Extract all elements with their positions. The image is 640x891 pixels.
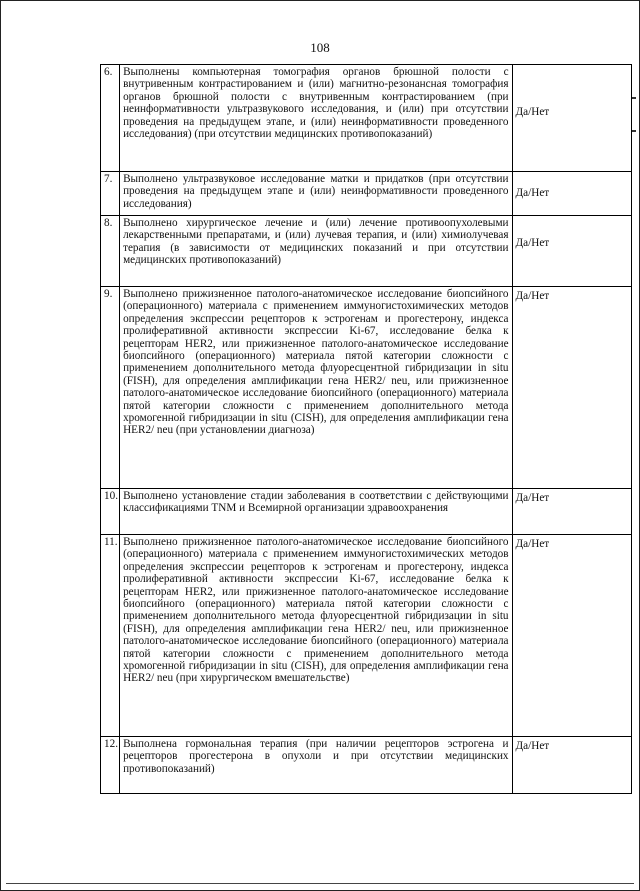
table-row (101, 216, 632, 287)
table-row (101, 489, 632, 535)
answer-text: Да/Нет (515, 740, 550, 752)
answer-cell (512, 65, 631, 172)
row-number: 12. (101, 737, 120, 794)
answer-text: Да/Нет (515, 187, 550, 199)
answer-cell (512, 535, 631, 737)
row-number: 11. (101, 535, 120, 737)
scan-mark (632, 130, 636, 132)
answer-text: Да/Нет (515, 290, 550, 302)
row-number: 10. (101, 489, 120, 535)
criterion-text: Выполнено хирургическое лечение и (или) лечение противоопухолевыми лекарственными препаратами, и (или) лучевая терапия, и (или) химиолучевая терапия (в зависимости от медицинских показаний и при отсутствии медицинских противопоказаний) (120, 216, 512, 287)
row-number: 6. (101, 65, 120, 172)
answer-text: Да/Нет (515, 106, 550, 118)
criteria-table (100, 64, 632, 794)
answer-cell (512, 287, 631, 489)
table-row (101, 172, 632, 216)
table-row (101, 287, 632, 489)
row-number: 7. (101, 172, 120, 216)
answer-text: Да/Нет (515, 492, 550, 504)
answer-text: Да/Нет (515, 237, 550, 249)
criterion-text: Выполнено ультразвуковое исследование матки и придатков (при отсутствии проведения на предыдущем этапе и (или) неинформативности проведенного исследования) (120, 172, 512, 216)
answer-cell (512, 489, 631, 535)
table-row (101, 65, 632, 172)
criterion-text: Выполнена гормональная терапия (при наличии рецепторов эстрогена и рецепторов прогестерона в опухоли и при отсутствии медицинских противопоказаний) (120, 737, 512, 794)
table-row (101, 737, 632, 794)
scan-mark (632, 97, 636, 99)
answer-cell (512, 172, 631, 216)
criterion-text: Выполнены компьютерная томография органов брюшной полости с внутривенным контрастированием и (или) магнитно-резонансная томография органов брюшной полости с внутривенным контрастированием (при неинформативности ультразвукового исследования, и (или) при отсутствии проведения на предыдущем этапе, и (или) неинформативности проведенного исследования) (при отсутствии медицинских противопоказаний) (120, 65, 512, 172)
table-row (101, 535, 632, 737)
criterion-text: Выполнено установление стадии заболевания в соответствии с действующими классификациями TNM и Всемирной организации здравоохранения (120, 489, 512, 535)
criterion-text: Выполнено прижизненное патолого-анатомическое исследование биопсийного (операционного) материала с применением иммуногистохимических методов определения экспрессии рецепторов к эстрогенам и прогестерону, индекса пролиферативной активности экспрессии Ki-67, исследование белка к рецепторам HER2, или прижизненное патолого-анатомическое исследование биопсийного (операционного) материала пятой категории сложности с применением дополнительного метода флуоресцентной гибридизации in situ (FISH), для определения амплификации гена HER2/ neu, или прижизненное патолого-анатомическое исследование биопсийного (операционного) материала пятой категории сложности с применением дополнительного метода хромогенной гибридизации in situ (CISH), для определения амплификации гена HER2/ neu (при установлении диагноза) (120, 287, 512, 489)
answer-cell (512, 737, 631, 794)
bottom-rule (6, 883, 634, 884)
page-number: 108 (310, 40, 330, 55)
answer-text: Да/Нет (515, 538, 550, 550)
row-number: 8. (101, 216, 120, 287)
criterion-text: Выполнено прижизненное патолого-анатомическое исследование биопсийного (операционного) материала с применением иммуногистохимических методов определения экспрессии рецепторов к эстрогенам и прогестерону, индекса пролиферативной активности экспрессии Ki-67, исследование белка к рецепторам HER2, или прижизненное патолого-анатомическое исследование биопсийного (операционного) материала пятой категории сложности с применением дополнительного метода флуоресцентной гибридизации in situ (FISH), для определения амплификации гена HER2/ neu, или прижизненное патолого-анатомическое исследование биопсийного (операционного) материала пятой категории сложности с применением дополнительного метода хромогенной гибридизации in situ (CISH), для определения амплификации гена HER2/ neu (при хирургическом вмешательстве) (120, 535, 512, 737)
row-number: 9. (101, 287, 120, 489)
answer-cell (512, 216, 631, 287)
